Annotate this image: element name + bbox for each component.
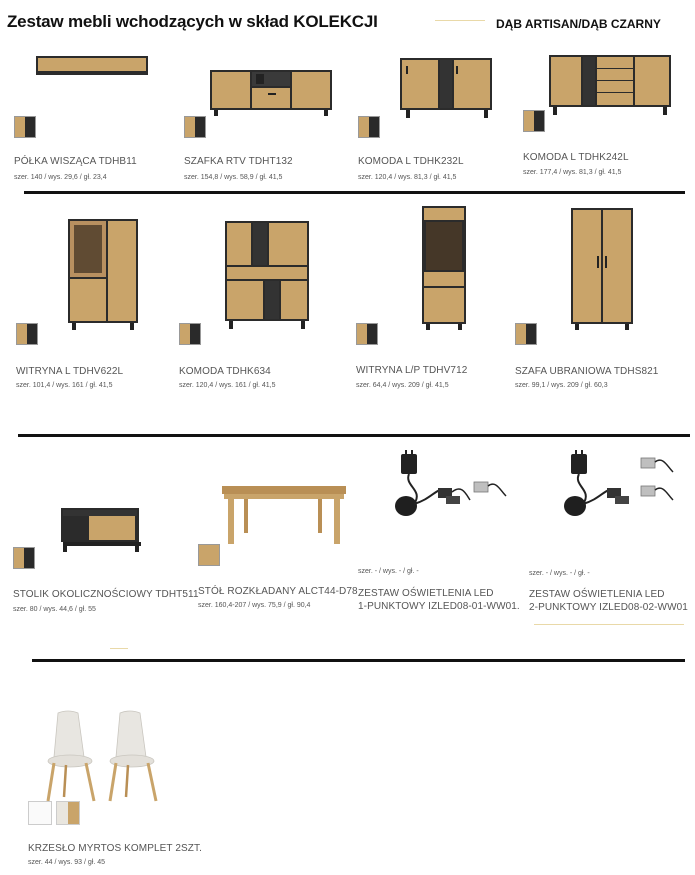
color-swatch	[356, 323, 378, 345]
product-komoda-tdhk634	[179, 205, 354, 405]
product-name: KOMODA L TDHK242L	[523, 152, 629, 163]
color-swatch	[515, 323, 537, 345]
product-name: STOLIK OKOLICZNOŚCIOWY TDHT511	[13, 589, 199, 600]
product-name-line2: 1-PUNKTOWY IZLED08-01-WW01.	[358, 601, 520, 612]
color-swatch	[358, 116, 380, 138]
product-name: KOMODA L TDHK232L	[358, 156, 464, 167]
product-dims: szer. 44 / wys. 93 / gł. 45	[28, 859, 106, 866]
coffee-table-image	[13, 490, 173, 555]
product-name: WITRYNA L/P TDHV712	[356, 365, 468, 376]
decor-line	[110, 648, 128, 649]
section-divider	[18, 434, 690, 437]
product-witryna-tdhv712	[356, 200, 531, 405]
section-divider	[24, 191, 685, 194]
color-swatch	[198, 544, 220, 566]
led-kit-image	[529, 450, 689, 525]
product-led-izled08-02	[529, 450, 695, 620]
product-dims: szer. 154,8 / wys. 58,9 / gł. 41,5	[184, 174, 283, 181]
color-swatch	[16, 323, 38, 345]
product-dims: szer. 101,4 / wys. 161 / gł. 41,5	[16, 382, 113, 389]
product-dims: szer. 120,4 / wys. 161 / gł. 41,5	[179, 382, 276, 389]
chest-2door-image	[358, 50, 518, 122]
product-dims: szer. 80 / wys. 44,6 / gł. 55	[13, 606, 96, 613]
tv-cabinet-image	[184, 50, 344, 120]
color-swatch	[56, 801, 80, 825]
narrow-display-image	[356, 200, 516, 330]
product-name: PÓŁKA WISZĄCA TDHB11	[14, 156, 137, 167]
color-swatch	[523, 110, 545, 132]
color-swatch	[14, 116, 36, 138]
product-dims: szer. 99,1 / wys. 209 / gł. 60,3	[515, 382, 608, 389]
product-stol-alct44	[198, 480, 373, 620]
fabric-swatch	[28, 801, 52, 825]
product-szafka-rtv	[184, 50, 359, 190]
color-swatch	[184, 116, 206, 138]
product-led-izled08-01	[358, 450, 533, 620]
product-name: SZAFA UBRANIOWA TDHS821	[515, 366, 659, 377]
product-szafa-tdhs821	[515, 200, 690, 405]
wardrobe-image	[515, 200, 675, 330]
product-name: STÓŁ ROZKŁADANY ALCT44-D78	[198, 586, 358, 597]
decor-line	[534, 624, 684, 625]
product-stolik-tdht511	[13, 490, 199, 620]
display-cabinet-image	[16, 205, 176, 330]
product-dims: szer. 64,4 / wys. 209 / gł. 41,5	[356, 382, 449, 389]
product-dims: szer. - / wys. - / gł. -	[358, 568, 419, 575]
product-name-line1: ZESTAW OŚWIETLENIA LED	[358, 588, 494, 599]
product-komoda-tdhk242l	[523, 50, 695, 190]
product-name: SZAFKA RTV TDHT132	[184, 156, 293, 167]
product-dims: szer. 140 / wys. 29,6 / gł. 23,4	[14, 174, 107, 181]
product-dims: szer. 120,4 / wys. 81,3 / gł. 41,5	[358, 174, 457, 181]
product-name: KRZESŁO MYRTOS KOMPLET 2SZT.	[28, 843, 202, 854]
tall-chest-image	[179, 205, 339, 330]
product-komoda-tdhk232l	[358, 50, 533, 190]
product-name-line2: 2-PUNKTOWY IZLED08-02-WW01	[529, 602, 688, 613]
dining-table-image	[198, 480, 358, 545]
finish-label: DĄB ARTISAN/DĄB CZARNY	[496, 17, 661, 31]
chairs-image	[28, 705, 198, 805]
section-divider	[32, 659, 685, 662]
led-kit-image	[358, 450, 528, 525]
chest-drawers-image	[523, 50, 683, 122]
product-dims: szer. 177,4 / wys. 81,3 / gł. 41,5	[523, 169, 622, 176]
color-swatch	[13, 547, 35, 569]
product-polka-wiszaca	[14, 50, 189, 190]
product-name: KOMODA TDHK634	[179, 366, 271, 377]
product-krzeslo-myrtos	[28, 705, 203, 870]
decor-line	[435, 20, 485, 21]
product-name: WITRYNA L TDHV622L	[16, 366, 124, 377]
product-dims: szer. - / wys. - / gł. -	[529, 570, 590, 577]
product-name-line1: ZESTAW OŚWIETLENIA LED	[529, 589, 665, 600]
hanging-shelf-image	[14, 50, 174, 120]
product-witryna-tdhv622l	[16, 205, 191, 405]
product-dims: szer. 160,4-207 / wys. 75,9 / gł. 90,4	[198, 602, 311, 609]
page-title: Zestaw mebli wchodzących w skład KOLEKCJI	[7, 12, 378, 31]
color-swatch	[179, 323, 201, 345]
